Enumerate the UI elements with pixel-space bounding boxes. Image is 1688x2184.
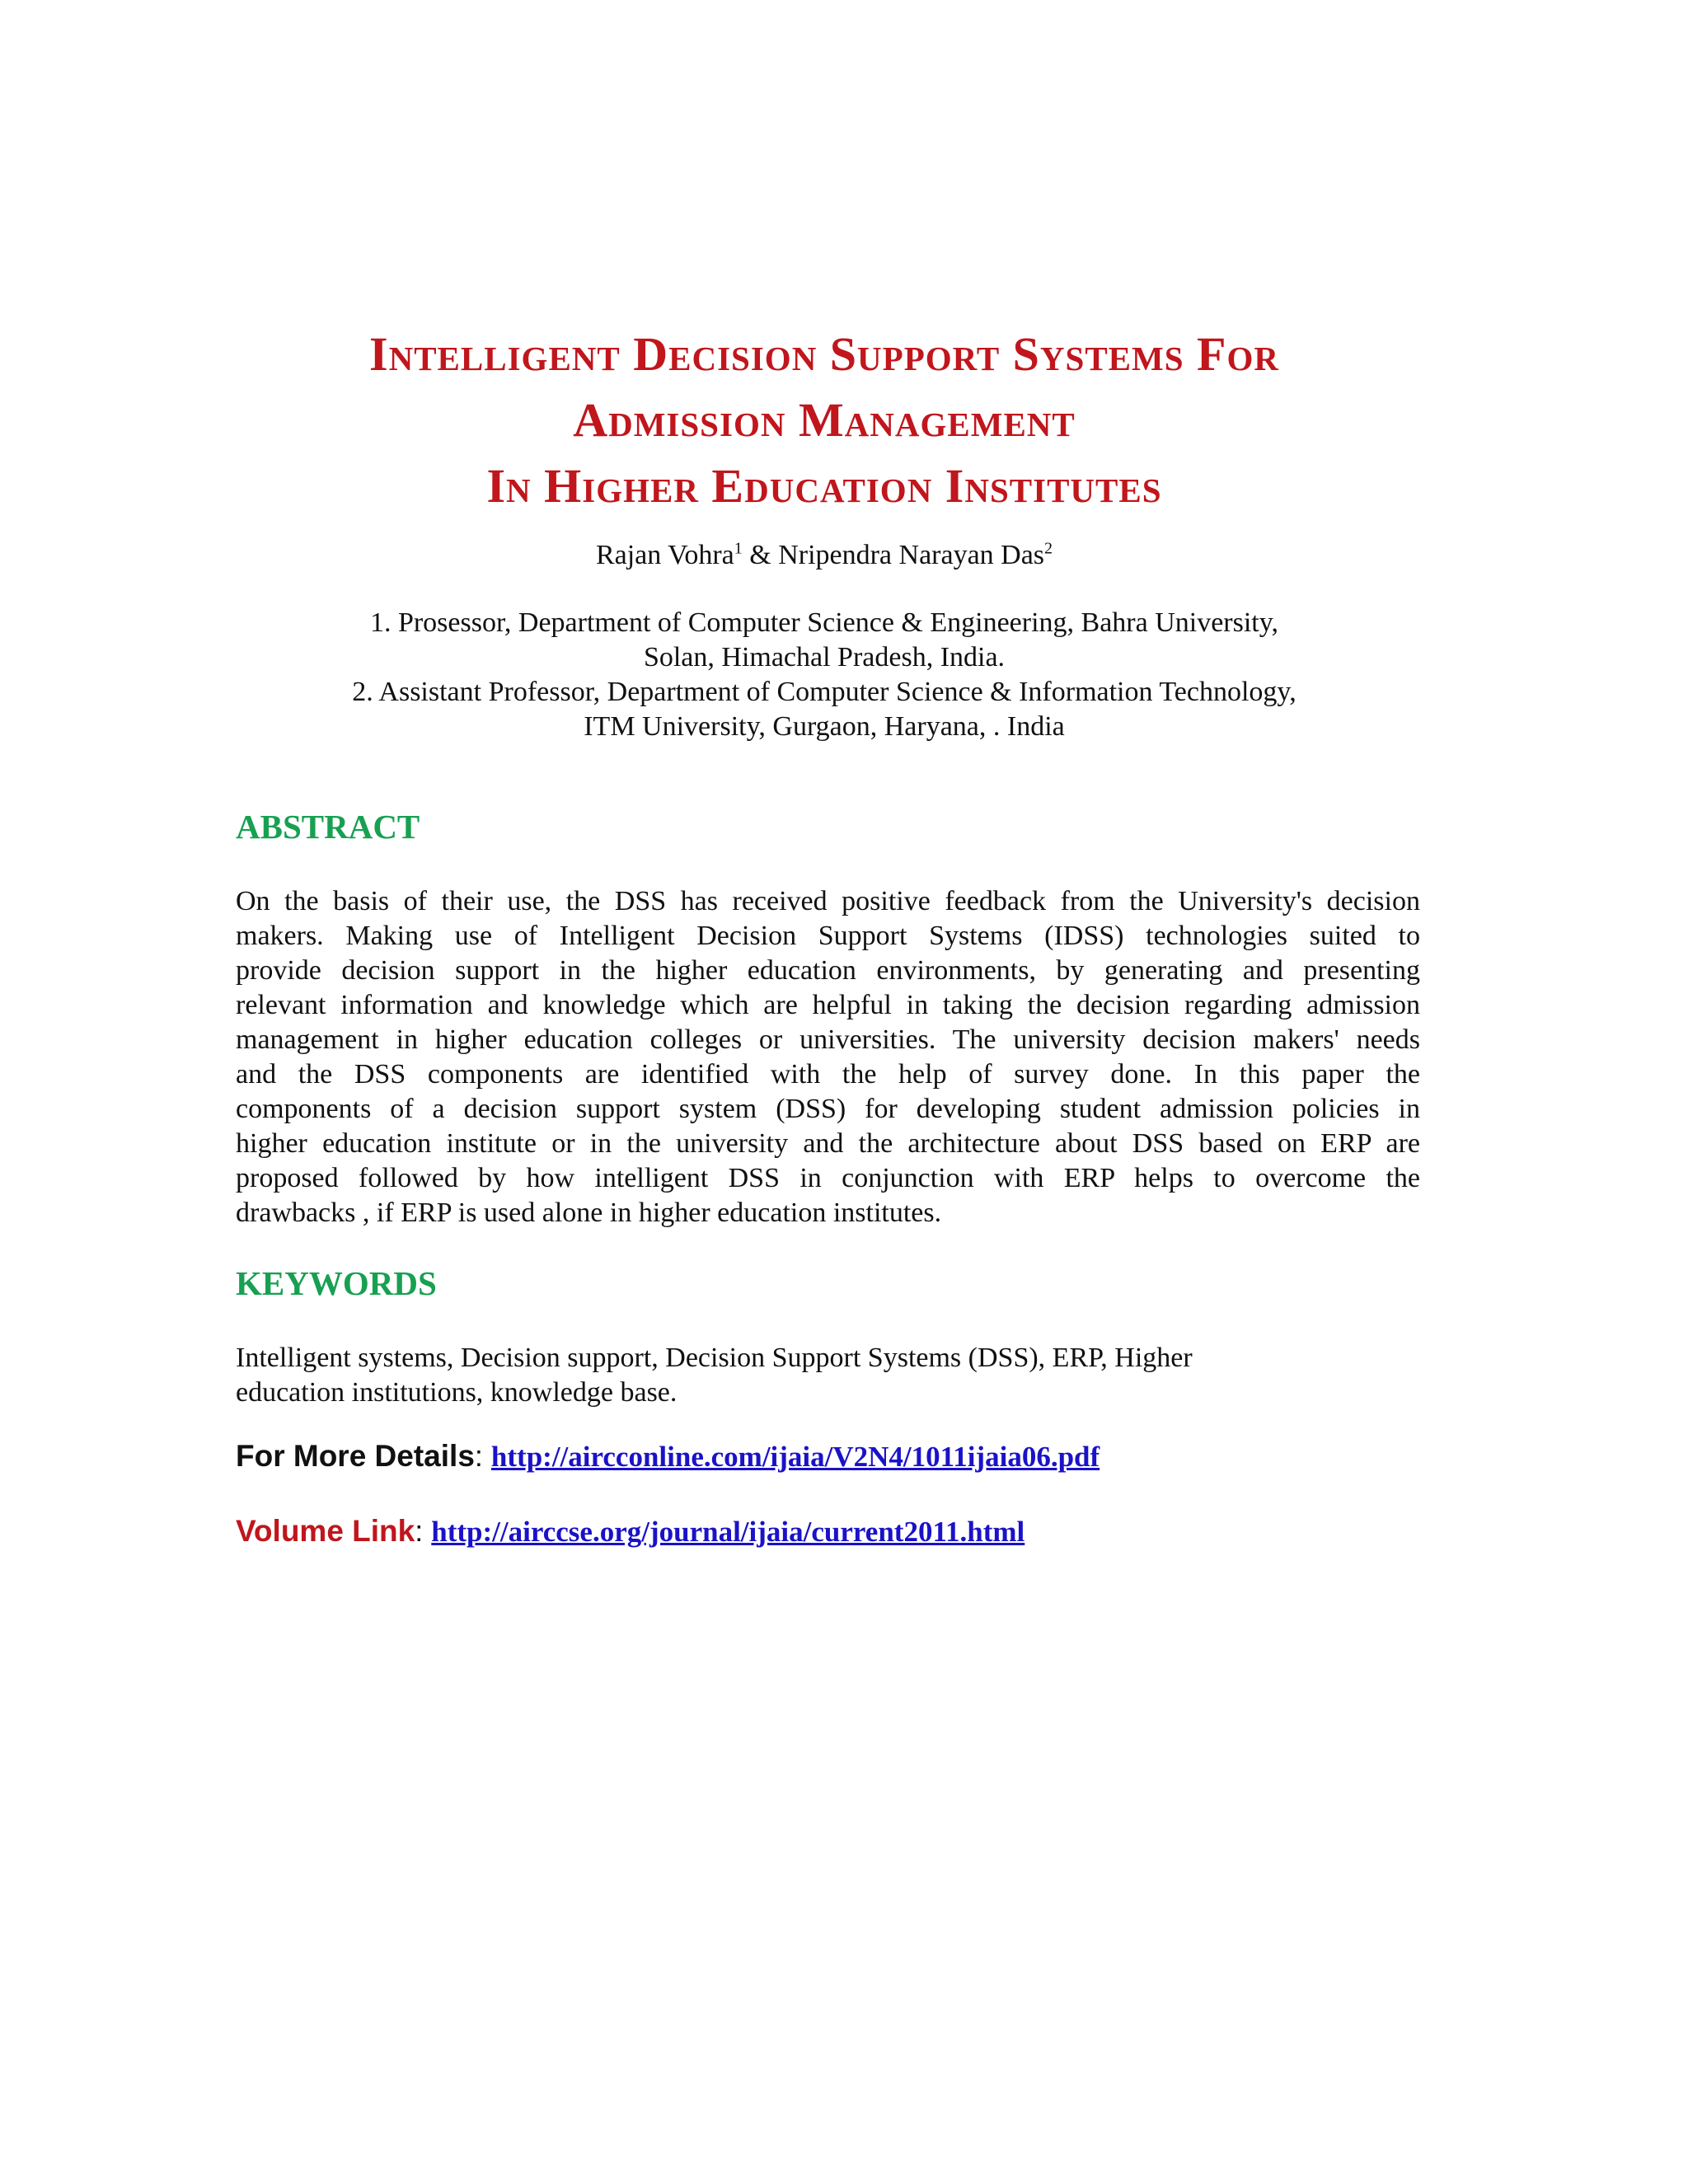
volume-link-label: Volume Link [236, 1514, 415, 1548]
paper-title [0, 321, 1648, 519]
more-details-colon: : [474, 1439, 491, 1473]
author-joiner: & [742, 540, 779, 570]
author-2-mark: 2 [1044, 539, 1053, 558]
keywords-line: Intelligent systems, Decision support, Decision Support Systems (DSS), ERP, Higher [236, 1343, 1193, 1373]
affiliations [0, 606, 1648, 744]
abstract-line: provide decision support in the higher education environments, by generating and presenting [236, 955, 1420, 986]
abstract-line: and the DSS components are identified with the help of survey done. In this paper the [236, 1059, 1420, 1090]
author-1-name: Rajan Vohra [595, 540, 734, 570]
keywords-line: education institutions, knowledge base. [236, 1377, 678, 1408]
abstract-line: management in higher education colleges or universities. The university decision makers' needs [236, 1024, 1420, 1055]
affiliation-line: 1. Prosessor, Department of Computer Science & Engineering, Bahra University, [369, 607, 1279, 638]
volume-link[interactable]: http://airccse.org/journal/ijaia/current2011.html [431, 1516, 1025, 1548]
more-details-label: For More Details [236, 1439, 475, 1473]
author-2-name: Nripendra Narayan Das [778, 540, 1045, 570]
title-line-3: In Higher Education Institutes [486, 459, 1162, 513]
volume-link-colon: : [415, 1514, 432, 1548]
author-line [0, 537, 1648, 574]
abstract-line: proposed followed by how intelligent DSS in conjunction with ERP helps to overcome the [236, 1163, 1420, 1193]
volume-link-line [236, 1512, 1025, 1551]
abstract-heading: ABSTRACT [236, 808, 420, 846]
abstract-line: makers. Making use of Intelligent Decision Support Systems (IDSS) technologies suited to [236, 921, 1420, 951]
abstract-text [236, 884, 1420, 1230]
more-details-link[interactable]: http://aircconline.com/ijaia/V2N4/1011ijaia06.pdf [490, 1441, 1100, 1473]
keywords-heading: KEYWORDS [236, 1264, 437, 1302]
affiliation-line: ITM University, Gurgaon, Haryana, . India [584, 711, 1065, 742]
abstract-line: drawbacks , if ERP is used alone in higher education institutes. [236, 1197, 942, 1228]
affiliation-line: Solan, Himachal Pradesh, India. [643, 642, 1006, 673]
title-line-2: Admission Management [573, 393, 1076, 447]
more-details-line [236, 1437, 1100, 1476]
author-1-mark: 1 [734, 539, 743, 558]
title-line-1: Intelligent Decision Support Systems For [369, 327, 1279, 381]
abstract-line: relevant information and knowledge which are helpful in taking the decision regarding admission [236, 990, 1420, 1020]
abstract-line: higher education institute or in the university and the architecture about DSS based on ERP are [236, 1128, 1420, 1159]
abstract-line: components of a decision support system (DSS) for developing student admission policies in [236, 1094, 1420, 1124]
abstract-line: On the basis of their use, the DSS has received positive feedback from the University's decision [236, 886, 1420, 916]
affiliation-line: 2. Assistant Professor, Department of Computer Science & Information Technology, [352, 677, 1296, 707]
keywords-text [236, 1341, 1420, 1410]
